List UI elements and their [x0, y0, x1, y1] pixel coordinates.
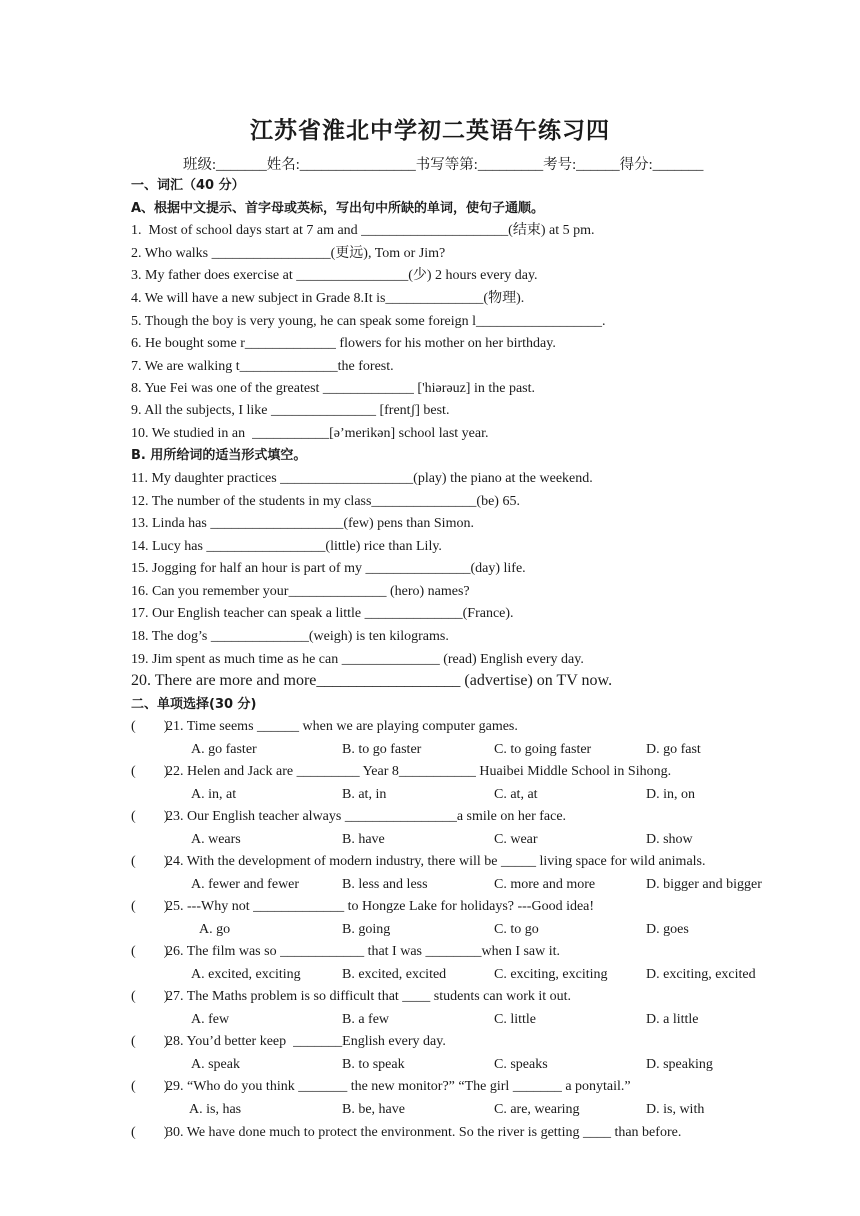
question-10: 10. We studied in an ___________[ə’merikən] school last year.	[131, 426, 489, 441]
question-11: 11. My daughter practices ___________________(play) the piano at the weekend.	[131, 471, 593, 486]
option-b: B. to speak	[342, 1057, 405, 1072]
question-30: 30. We have done much to protect the environment. So the river is getting ____ than before.	[166, 1125, 682, 1140]
option-b: B. be, have	[342, 1102, 405, 1117]
option-a: A. excited, exciting	[191, 967, 301, 982]
question-4: 4. We will have a new subject in Grade 8.It is______________(物理).	[131, 291, 525, 306]
option-d: D. a little	[646, 1012, 699, 1027]
option-b: B. a few	[342, 1012, 390, 1027]
option-c: C. speaks	[494, 1057, 548, 1072]
answer-bracket: ( )	[131, 899, 169, 914]
option-c: C. to going faster	[494, 742, 592, 757]
question-27: 27. The Maths problem is so difficult that ____ students can work it out.	[166, 989, 572, 1004]
page-title: 江苏省淮北中学初二英语午练习四	[250, 118, 610, 144]
part-a-heading: A、根据中文提示、首字母或英标，写出句中所缺的单词，使句子通顺。	[131, 201, 545, 216]
question-15: 15. Jogging for half an hour is part of my _______________(day) life.	[131, 561, 526, 576]
question-17: 17. Our English teacher can speak a little ______________(France).	[131, 606, 514, 621]
option-c: C. exciting, exciting	[494, 967, 608, 982]
option-d: D. is, with	[646, 1102, 705, 1117]
question-20: 20. There are more and more__________________ (advertise) on TV now.	[131, 672, 613, 689]
option-a: A. go faster	[191, 742, 257, 757]
question-2: 2. Who walks _________________(更远), Tom or Jim?	[131, 246, 446, 261]
option-c: C. to go	[494, 922, 539, 937]
option-d: D. show	[646, 832, 693, 847]
answer-bracket: ( )	[131, 944, 169, 959]
option-b: B. going	[342, 922, 391, 937]
question-12: 12. The number of the students in my class_______________(be) 65.	[131, 494, 520, 509]
question-8: 8. Yue Fei was one of the greatest _____________ ['hiərəuz] in the past.	[131, 381, 536, 396]
option-d: D. speaking	[646, 1057, 713, 1072]
answer-bracket: ( )	[131, 854, 169, 869]
question-24: 24. With the development of modern industry, there will be _____ living space for wild animals.	[166, 854, 706, 869]
option-c: C. more and more	[494, 877, 596, 892]
option-c: C. at, at	[494, 787, 538, 802]
part-b-heading: B. 用所给词的适当形式填空。	[131, 448, 307, 463]
question-18: 18. The dog’s ______________(weigh) is ten kilograms.	[131, 629, 449, 644]
section-2-heading: 二、单项选择(30 分)	[131, 697, 257, 712]
option-d: D. goes	[646, 922, 689, 937]
question-28: 28. You’d better keep _______English every day.	[166, 1034, 446, 1049]
option-b: B. at, in	[342, 787, 387, 802]
question-26: 26. The film was so ____________ that I was ________when I saw it.	[166, 944, 561, 959]
option-d: D. bigger and bigger	[646, 877, 762, 892]
question-14: 14. Lucy has _________________(little) rice than Lily.	[131, 539, 442, 554]
answer-bracket: ( )	[131, 719, 169, 734]
option-a: A. fewer and fewer	[191, 877, 300, 892]
question-6: 6. He bought some r_____________ flowers for his mother on her birthday.	[131, 336, 556, 351]
section-1-heading: 一、词汇（40 分）	[131, 178, 245, 193]
option-d: D. in, on	[646, 787, 695, 802]
option-c: C. are, wearing	[494, 1102, 580, 1117]
question-16: 16. Can you remember your______________ (hero) names?	[131, 584, 470, 599]
question-7: 7. We are walking t______________the forest.	[131, 359, 394, 374]
option-a: A. is, has	[189, 1102, 242, 1117]
option-b: B. to go faster	[342, 742, 422, 757]
option-a: A. few	[191, 1012, 230, 1027]
question-19: 19. Jim spent as much time as he can ______________ (read) English every day.	[131, 652, 584, 667]
option-c: C. wear	[494, 832, 538, 847]
option-a: A. speak	[191, 1057, 240, 1072]
option-a: A. go	[199, 922, 231, 937]
option-b: B. have	[342, 832, 385, 847]
option-a: A. wears	[191, 832, 241, 847]
question-13: 13. Linda has ___________________(few) pens than Simon.	[131, 516, 474, 531]
question-3: 3. My father does exercise at ________________(少) 2 hours every day.	[131, 268, 538, 283]
student-info-line: 班级:_______姓名:________________书写等第:_________考号:______得分:_______	[183, 157, 704, 173]
question-5: 5. Though the boy is very young, he can speak some foreign l__________________.	[131, 314, 606, 329]
answer-bracket: ( )	[131, 1034, 169, 1049]
option-b: B. excited, excited	[342, 967, 447, 982]
question-25: 25. ---Why not _____________ to Hongze Lake for holidays? ---Good idea!	[166, 899, 595, 914]
answer-bracket: ( )	[131, 1125, 169, 1140]
option-a: A. in, at	[191, 787, 237, 802]
question-23: 23. Our English teacher always ________________a smile on her face.	[166, 809, 567, 824]
question-1: 1. Most of school days start at 7 am and _____________________(结束) at 5 pm.	[131, 223, 595, 238]
option-d: D. exciting, excited	[646, 967, 756, 982]
question-9: 9. All the subjects, I like _______________ [frentʃ] best.	[131, 403, 450, 418]
answer-bracket: ( )	[131, 809, 169, 824]
option-b: B. less and less	[342, 877, 428, 892]
option-c: C. little	[494, 1012, 536, 1027]
answer-bracket: ( )	[131, 764, 169, 779]
question-29: 29. “Who do you think _______ the new monitor?” “The girl _______ a ponytail.”	[166, 1079, 631, 1094]
question-21: 21. Time seems ______ when we are playing computer games.	[166, 719, 518, 734]
question-22: 22. Helen and Jack are _________ Year 8___________ Huaibei Middle School in Sihong.	[166, 764, 672, 779]
answer-bracket: ( )	[131, 989, 169, 1004]
answer-bracket: ( )	[131, 1079, 169, 1094]
option-d: D. go fast	[646, 742, 701, 757]
